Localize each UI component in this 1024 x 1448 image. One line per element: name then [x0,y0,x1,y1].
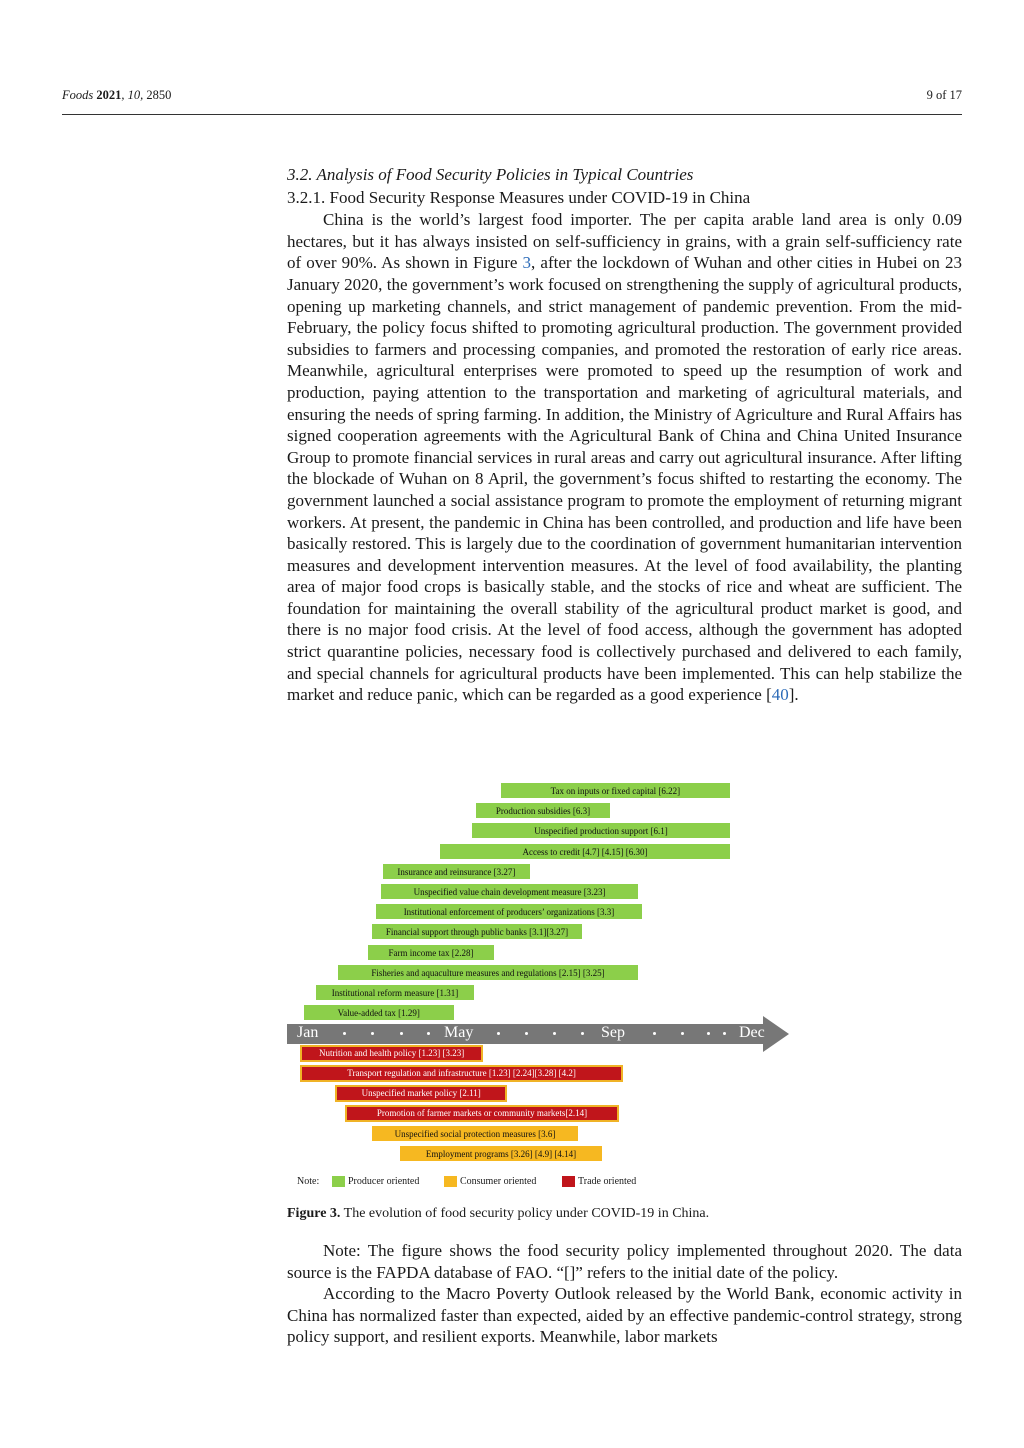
producer-policy-bar: Institutional enforcement of producers’ organizations [3.3] [375,903,643,920]
paragraph-1 [287,209,962,706]
timeline-dot [427,1032,430,1035]
paragraph-1-part-a: China is the world’s largest food importer. The per capita arable land area is only 0.09 hectares, but it has always insisted on self-sufficiency in grains, with a grain self-sufficiency rate of over 90%. As shown in Figure [287,210,962,273]
timeline-dot [400,1032,403,1035]
consumer-policy-bar: Employment programs [3.26] [4.9] [4.14] [399,1145,603,1162]
timeline-dot [497,1032,500,1035]
producer-policy-bar: Insurance and reinsurance [3.27] [382,863,531,880]
producer-policy-bar: Access to credit [4.7] [4.15] [6.30] [439,843,731,860]
timeline-label-sep: Sep [601,1024,625,1041]
timeline-label-may: May [444,1024,474,1041]
trade-policy-bar: Unspecified market policy [2.11] [335,1085,507,1102]
legend-label-trade: Trade oriented [578,1176,637,1187]
figure-legend [297,1175,797,1189]
legend-label-producer: Producer oriented [348,1176,420,1187]
journal-volume: 10 [127,88,141,102]
producer-policy-bar: Tax on inputs or fixed capital [6.22] [500,782,731,799]
timeline-label-jan: Jan [297,1024,319,1041]
journal-citation: Foods 2021, 10, 2850 [62,88,172,102]
producer-policy-bar: Financial support through public banks [3.1][3.27] [371,923,583,940]
timeline-dot [653,1032,656,1035]
figure-note-paragraph: Note: The figure shows the food security policy implemented throughout 2020. The data source is the FAPDA database of FAO. “[]” refers to the initial date of the policy. [287,1241,962,1282]
timeline-arrow-head [763,1016,789,1052]
timeline-label-dec: Dec [739,1024,765,1041]
producer-policy-bar: Unspecified production support [6.1] [471,822,731,839]
timeline-dot [525,1032,528,1035]
producer-policy-bar: Farm income tax [2.28] [367,944,495,961]
figure-reference-link[interactable]: 3 [522,253,532,273]
timeline-dot [371,1032,374,1035]
figure-caption-label: Figure 3. [287,1206,341,1221]
paragraph-1-part-b: , after the lockdown of Wuhan and other cities in Hubei on 23 January 2020, the government’s work focused on strengthening the supply of agricultural products, opening up marketing channels, and strict management of pandemic prevention. From the mid-February, the policy focus shifted to promoting agricultural production. The government provided subsidies to farmers and processing companies, and promoted the restoration of early rice areas. Meanwhile, agricultural enterprises were promoted to speed up the resumption of work and production, paying attention to the transportation and marketing of agricultural materials, and ensuring the needs of spring farming. In addition, the Ministry of Agriculture and Rural Affairs has signed cooperation agreements with the Agricultural Bank of China and China United Insurance Group to promote financial services in rural areas and carry out agricultural insurance. After lifting the blockade of Wuhan on 8 April, the government’s focus shifted to restarting the economy. The government launched a social assistance program to promote the employment of returning migrant workers. At present, the pandemic in China has been controlled, and production and life have been basically restored. This is largely due to the coordination of government humanitarian intervention measures and development intervention measures. At the level of food availability, the planting area of major food crops is basically stable, and the stocks of rice and wheat are sufficient. The foundation for maintaining the overall stability of the agricultural product market is good, and there is no major food crisis. At the level of food access, although the government has adopted strict quarantine policies, necessary food is collectively purchased and delivered to each family, and special channels for agricultural products have been implemented. This can help stabilize the market and reduce panic, which can be regarded as a good experience [ [287,253,963,705]
producer-policy-bar: Fisheries and aquaculture measures and regulations [2.15] [3.25] [337,964,639,981]
section-title: 3.2. Analysis of Food Security Policies in Typical Countries [287,165,694,184]
legend-note-label: Note: [297,1176,320,1187]
trade-policy-bar: Promotion of farmer markets or community markets[2.14] [345,1105,619,1122]
figure-caption-text: The evolution of food security policy under COVID-19 in China. [340,1206,710,1221]
producer-policy-bar: Value-added tax [1.29] [303,1004,455,1021]
legend-swatch-producer [332,1176,345,1187]
main-text-continued [287,1240,962,1348]
running-header [62,88,962,108]
trade-policy-bar: Transport regulation and infrastructure [1.23] [2.24][3.28] [4.2] [300,1065,623,1082]
paragraph-2: According to the Macro Poverty Outlook released by the World Bank, economic activity in China has normalized faster than expected, aided by an effective pandemic-control strategy, strong policy support, and resilient exports. Meanwhile, labor markets [287,1284,962,1347]
journal-year: 2021 [96,88,122,102]
producer-policy-bar: Institutional reform measure [1.31] [315,984,475,1001]
timeline-dot [681,1032,684,1035]
article-number: 2850 [146,88,172,102]
main-text [287,164,962,706]
header-rule [62,114,962,115]
policy-timeline-figure [287,778,797,1198]
subsection-title: 3.2.1. Food Security Response Measures under COVID-19 in China [287,187,751,207]
timeline-dot [553,1032,556,1035]
timeline-dot [723,1032,726,1035]
legend-label-consumer: Consumer oriented [460,1176,537,1187]
timeline-dot [707,1032,710,1035]
figure-caption [287,1204,962,1224]
paragraph-1-part-c: ]. [788,685,799,705]
journal-name: Foods [62,88,94,102]
trade-policy-bar: Nutrition and health policy [1.23] [3.23] [300,1045,483,1062]
timeline-dot [581,1032,584,1035]
legend-swatch-trade [562,1176,575,1187]
legend-swatch-consumer [444,1176,457,1187]
consumer-policy-bar: Unspecified social protection measures [3.6] [371,1125,579,1142]
producer-policy-bar: Unspecified value chain development measure [3.23] [380,883,639,900]
producer-policy-bar: Production subsidies [6.3] [475,802,611,819]
page-number: 9 of 17 [926,88,962,102]
timeline-dot [343,1032,346,1035]
citation-link[interactable]: 40 [771,685,789,705]
